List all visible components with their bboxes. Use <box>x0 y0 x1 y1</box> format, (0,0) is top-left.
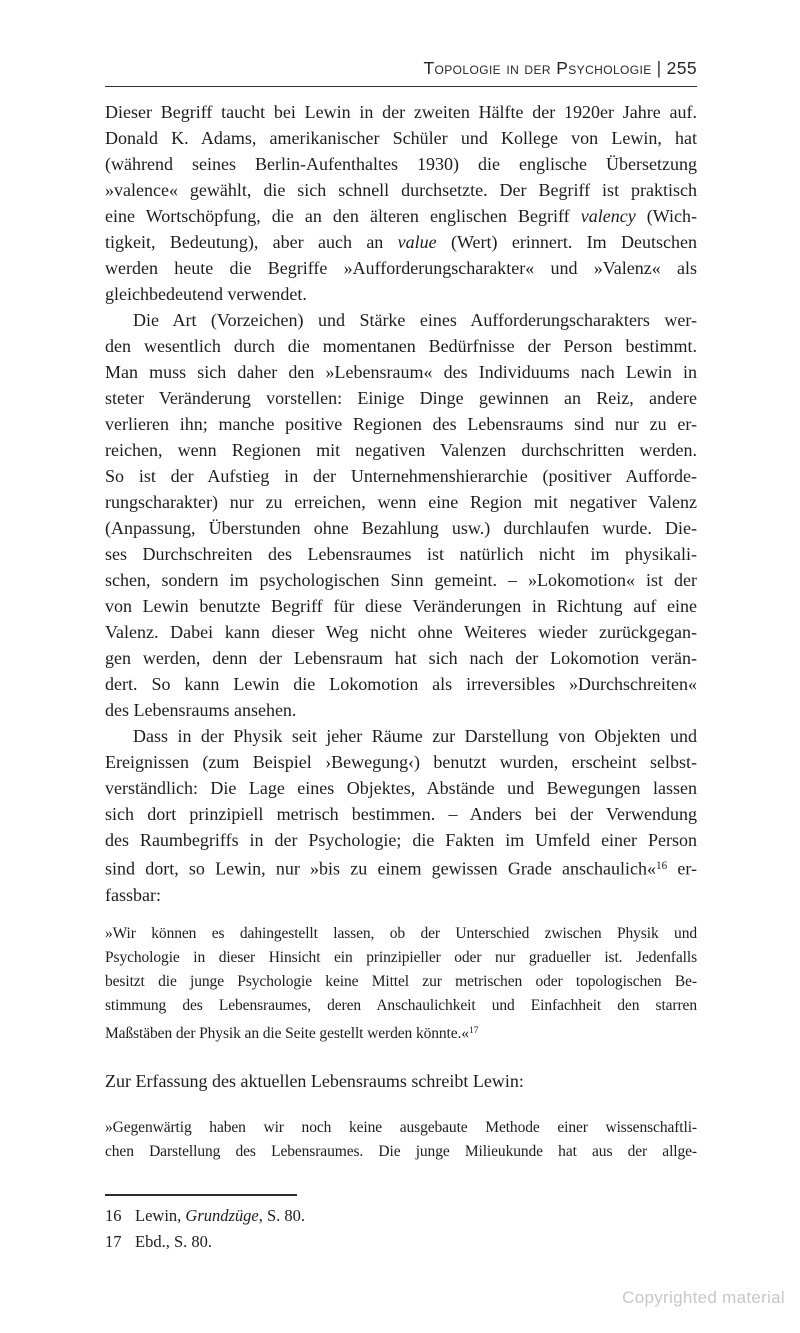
text-line <box>105 593 697 619</box>
italic-text: Grundzüge <box>185 1206 259 1226</box>
text-line <box>105 359 697 385</box>
text-line <box>105 255 697 281</box>
text-line <box>105 151 697 177</box>
text-line <box>105 489 697 515</box>
text-line <box>105 437 697 463</box>
text-line <box>105 775 697 801</box>
text-segment: dert. So kann Lewin die Lokomotion als irreversibles »Durchschreiten« <box>105 674 697 694</box>
text-segment: gen werden, denn der Lebensraum hat sich nach der Lokomotion verän- <box>105 648 697 668</box>
text-segment: besitzt die junge Psychologie keine Mittel zur metrischen oder topologischen Be- <box>105 973 697 991</box>
text-line <box>105 946 697 970</box>
text-segment: Maßstäben der Physik an die Seite gestellt werden könnte.« <box>105 1024 469 1042</box>
header-separator: | <box>656 58 662 78</box>
text-segment: »Gegenwärtig haben wir noch keine ausgebaute Methode einer wissenschaftli- <box>105 1118 697 1136</box>
text-segment: steter Veränderung vorstellen: Einige Dinge gewinnen an Reiz, andere <box>105 388 697 408</box>
paragraph-1 <box>105 99 697 307</box>
text-segment: »Wir können es dahingestellt lassen, ob der Unterschied zwischen Physik und <box>105 924 697 942</box>
text-line <box>105 645 697 671</box>
text-line <box>105 853 697 882</box>
copyright-watermark: Copyrighted material <box>622 1288 785 1307</box>
text-segment: Ereignissen (zum Beispiel ›Bewegung‹) benutzt wurden, erscheint selbst- <box>105 752 697 772</box>
footnote-reference: 16 <box>656 860 668 872</box>
text-segment: Lewin, <box>135 1206 186 1226</box>
text-segment: er- <box>667 858 698 879</box>
text-segment: rungscharakter) nur zu erreichen, wenn eine Region mit negativer Valenz <box>105 492 697 512</box>
text-line <box>105 749 697 775</box>
text-line <box>105 463 697 489</box>
page-header <box>105 57 697 87</box>
text-segment: schen, sondern im psychologischen Sinn gemeint. – »Lokomotion« ist der <box>105 570 697 590</box>
text-segment: Psychologie in dieser Hinsicht ein prinzipieller oder nur gradueller ist. Jedenfalls <box>105 948 697 966</box>
text-segment: Dieser Begriff taucht bei Lewin in der zweiten Hälfte der 1920er Jahre auf. <box>105 102 697 122</box>
text-segment: verständlich: Die Lage eines Objektes, Abstände und Bewegungen lassen <box>105 778 697 798</box>
paragraph-2 <box>105 307 697 723</box>
text-line <box>105 203 697 229</box>
text-line <box>105 99 697 125</box>
text-line <box>105 281 697 307</box>
text-segment: gleichbedeutend verwendet. <box>105 284 307 304</box>
block-quote-1 <box>105 922 697 1046</box>
text-line <box>105 697 697 723</box>
text-line <box>105 1019 697 1046</box>
text-line <box>105 882 697 908</box>
footnote-text <box>135 1232 212 1251</box>
text-line <box>105 333 697 359</box>
text-segment: (Wert) erinnert. Im Deutschen <box>436 232 697 252</box>
footnote-number: 16 <box>105 1206 122 1226</box>
text-segment: Valenz. Dabei kann dieser Weg nicht ohne Weiteres wieder zurückgegan- <box>105 622 697 642</box>
footnote-text <box>135 1206 305 1225</box>
running-head: Topologie in der Psychologie <box>423 58 652 78</box>
text-segment: sind dort, so Lewin, nur »bis zu einem gewissen Grade anschaulich« <box>105 858 657 879</box>
footnote-rule <box>105 1194 297 1196</box>
text-segment: Zur Erfassung des aktuellen Lebensraums schreibt Lewin: <box>105 1070 524 1091</box>
block-quote-2 <box>105 1116 697 1165</box>
text-segment: sich dort prinzipiell metrisch bestimmen. – Anders bei der Verwendung <box>105 804 697 824</box>
text-line <box>105 1116 697 1140</box>
text-line <box>105 515 697 541</box>
text-line <box>105 922 697 946</box>
footnote-17 <box>105 1229 697 1255</box>
text-segment: (während seines Berlin-Aufenthaltes 1930) die englische Übersetzung <box>105 154 697 174</box>
paragraph-3 <box>105 723 697 908</box>
text-segment: den wesentlich durch die momentanen Bedürfnisse der Person bestimmt. <box>105 336 697 356</box>
italic-text: valency <box>580 206 636 226</box>
text-segment: »valence« gewählt, die sich schnell durchsetzte. Der Begriff ist praktisch <box>105 180 697 200</box>
text-segment: des Raumbegriffs in der Psychologie; die Fakten im Umfeld einer Person <box>105 830 697 850</box>
text-line <box>105 567 697 593</box>
text-line <box>105 723 697 749</box>
text-segment: stimmung des Lebensraumes, deren Anschaulichkeit und Einfachheit den starren <box>105 997 697 1015</box>
italic-text: value <box>397 232 437 252</box>
text-segment: verlieren ihn; manche positive Regionen des Lebensraums sind nur zu er- <box>105 414 697 434</box>
page-number: 255 <box>666 58 697 78</box>
quote-intro-line <box>105 1068 697 1094</box>
text-line <box>105 970 697 994</box>
footnotes-section <box>105 1194 697 1255</box>
text-segment: tigkeit, Bedeutung), aber auch an <box>105 232 398 252</box>
text-segment: ses Durchschreiten des Lebensraumes ist natürlich nicht im physikali- <box>105 544 697 564</box>
text-column <box>105 0 697 1255</box>
text-segment: werden heute die Begriffe »Aufforderungscharakter« und »Valenz« als <box>105 258 697 278</box>
text-segment: fassbar: <box>105 884 161 905</box>
footnote-reference: 17 <box>468 1024 479 1036</box>
text-line <box>105 177 697 203</box>
text-segment: (Anpassung, Überstunden ohne Bezahlung usw.) durchlaufen wurde. Die- <box>105 518 697 538</box>
text-line <box>105 801 697 827</box>
text-line <box>105 125 697 151</box>
text-segment: reichen, wenn Regionen mit negativen Valenzen durchschritten werden. <box>105 440 697 460</box>
text-segment: chen Darstellung des Lebensraumes. Die junge Milieukunde hat aus der allge- <box>105 1143 697 1161</box>
text-line <box>105 541 697 567</box>
text-line <box>105 307 697 333</box>
text-line <box>105 619 697 645</box>
text-line <box>105 385 697 411</box>
text-segment: von Lewin benutzte Begriff für diese Veränderungen in Richtung auf eine <box>105 596 697 616</box>
text-segment: Donald K. Adams, amerikanischer Schüler und Kollege von Lewin, hat <box>105 128 697 148</box>
text-line <box>105 827 697 853</box>
text-line <box>105 1068 697 1094</box>
text-segment: , S. 80. <box>258 1206 306 1226</box>
text-line <box>105 671 697 697</box>
text-segment: (Wich- <box>635 206 697 226</box>
text-line <box>105 411 697 437</box>
text-segment: Ebd., S. 80. <box>135 1232 213 1252</box>
text-segment: eine Wortschöpfung, die an den älteren englischen Begriff <box>105 206 581 226</box>
footnote-16 <box>105 1203 697 1229</box>
text-segment: Dass in der Physik seit jeher Räume zur Darstellung von Objekten und <box>133 726 697 746</box>
body-text <box>105 99 697 1164</box>
text-line <box>105 994 697 1018</box>
text-segment: Man muss sich daher den »Lebensraum« des Individuums nach Lewin in <box>105 362 697 382</box>
text-line <box>105 1140 697 1164</box>
footnote-number: 17 <box>105 1232 122 1252</box>
text-segment: Die Art (Vorzeichen) und Stärke eines Aufforderungscharakters wer- <box>133 310 697 330</box>
text-line <box>105 229 697 255</box>
text-segment: So ist der Aufstieg in der Unternehmenshierarchie (positiver Aufforde- <box>105 466 697 486</box>
text-segment: des Lebensraums ansehen. <box>105 700 297 720</box>
